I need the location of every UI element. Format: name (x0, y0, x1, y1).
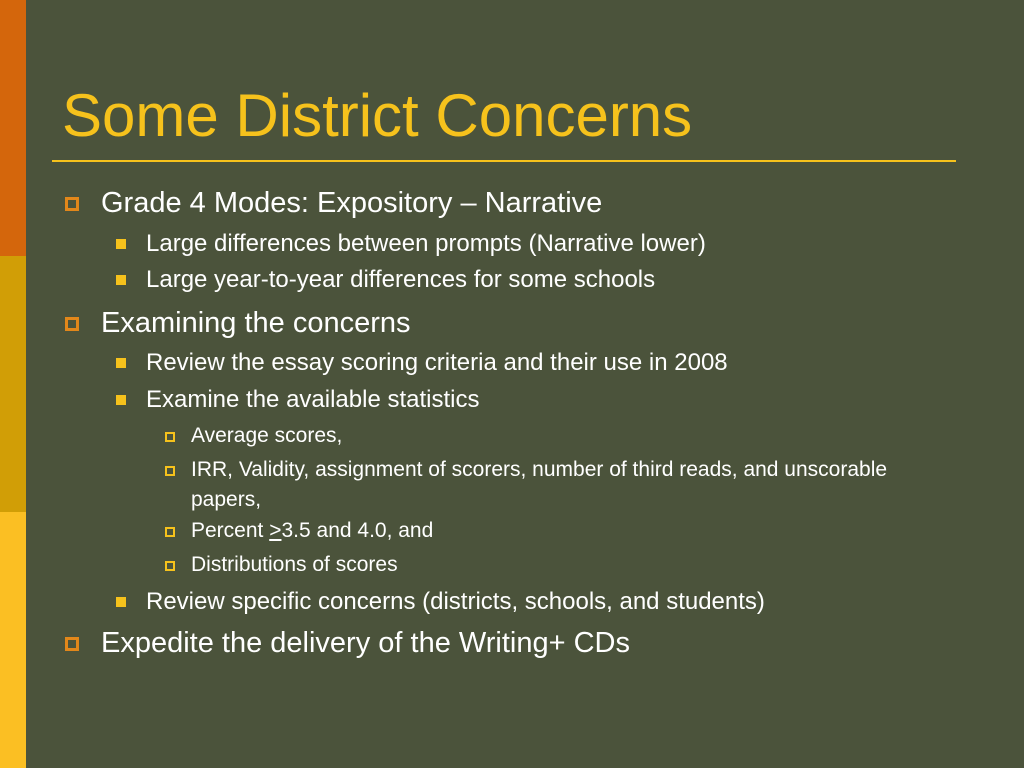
small-hollow-square-bullet-icon (165, 432, 175, 442)
small-hollow-square-bullet-icon (165, 527, 175, 537)
slide-title: Some District Concerns (62, 82, 693, 149)
bullet-prompt-differences (146, 230, 706, 258)
filled-square-bullet-icon (116, 275, 126, 285)
hollow-square-bullet-icon (65, 317, 79, 331)
bullet-distributions (191, 550, 931, 580)
bullet-examine-statistics (146, 386, 480, 414)
bullet-text: IRR, Validity, assignment of scorers, number of third reads, and unscorable papers, (191, 458, 888, 511)
bullet-review-specific (146, 588, 765, 616)
bullet-text: Expedite the delivery of the Writing+ CDs (101, 627, 630, 659)
bullet-text: Average scores, (191, 424, 343, 447)
bullet-text: Large differences between prompts (Narrative lower) (146, 230, 706, 257)
hollow-square-bullet-icon (65, 197, 79, 211)
underlined-greater-than: > (269, 519, 282, 542)
bullet-text: Grade 4 Modes: Expository – Narrative (101, 187, 603, 219)
bullet-text-end: 3.5 and 4.0, and (281, 519, 434, 542)
filled-square-bullet-icon (116, 395, 126, 405)
bullet-text: Review specific concerns (districts, schools, and students) (146, 588, 765, 615)
filled-square-bullet-icon (116, 239, 126, 249)
small-hollow-square-bullet-icon (165, 466, 175, 476)
bullet-examining-concerns (101, 306, 411, 340)
filled-square-bullet-icon (116, 358, 126, 368)
bullet-irr-validity (191, 455, 931, 515)
bullet-year-differences (146, 266, 655, 294)
bullet-grade4-modes (101, 186, 602, 220)
bullet-text-start: Percent (191, 519, 270, 542)
bullet-average-scores (191, 421, 931, 451)
bullet-text: Examining the concerns (101, 307, 411, 339)
filled-square-bullet-icon (116, 597, 126, 607)
hollow-square-bullet-icon (65, 637, 79, 651)
bullet-text: Examine the available statistics (146, 386, 480, 413)
bullet-text: Review the essay scoring criteria and their use in 2008 (146, 349, 728, 376)
bullet-review-criteria (146, 349, 728, 377)
bullet-percent (191, 516, 931, 546)
bullet-expedite-delivery (101, 626, 630, 660)
small-hollow-square-bullet-icon (165, 561, 175, 571)
bullet-text: Large year-to-year differences for some schools (146, 266, 656, 293)
bullet-text: Distributions of scores (191, 553, 398, 576)
